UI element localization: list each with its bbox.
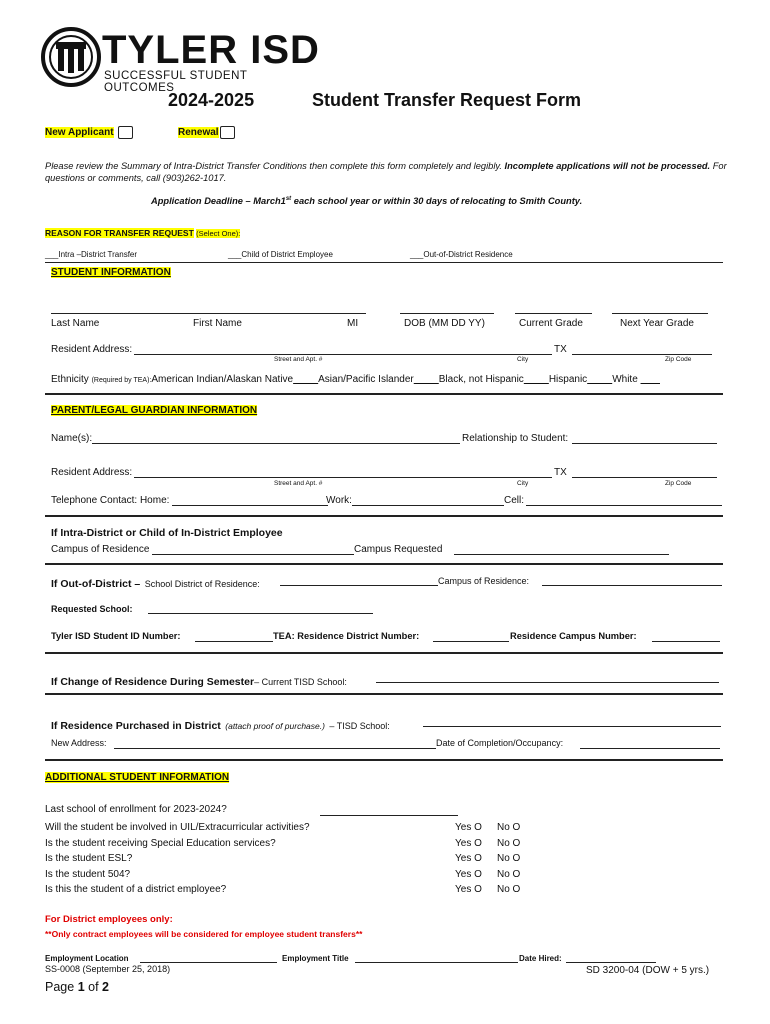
yes-radio-uil[interactable]: Yes O [455,822,482,833]
page-total: 2 [102,980,109,994]
student-name-line[interactable] [51,313,366,314]
logo [40,26,320,94]
parent-zip-line[interactable] [572,477,717,478]
eth-blank-5[interactable] [641,374,660,385]
page-of: of [88,980,99,994]
renewal-option[interactable] [178,126,235,139]
purchased-tisd-line[interactable] [423,726,721,727]
page-word: Page [45,980,75,994]
purchased-proof: (attach proof of purchase.) [225,721,325,731]
page-indicator [45,980,109,994]
reason-heading [45,228,240,238]
new-applicant-option[interactable] [45,126,133,139]
parent-names-line[interactable] [92,443,460,444]
dob-line[interactable] [400,313,494,314]
deadline-pre: Application Deadline – March1 [151,196,286,207]
out-campus-residence-label: Campus of Residence: [438,576,530,586]
new-address-line[interactable] [114,748,436,749]
student-zip-line[interactable] [572,354,712,355]
yes-radio-esl[interactable]: Yes O [455,853,482,864]
no-radio-uil[interactable]: No O [497,822,521,833]
ethnicity-required: (Required by TEA): [91,377,152,384]
ethnicity-american-indian[interactable]: American Indian/Alaskan Native [151,374,294,385]
reason-out-option[interactable]: ___Out-of-District Residence [410,250,513,259]
ethnicity-white[interactable]: White [612,374,638,385]
reason-heading-text: REASON FOR TRANSFER REQUEST [45,228,194,238]
telephone-work-label: Work: [326,495,352,506]
eth-blank-3[interactable] [524,374,549,385]
date-hired-line[interactable] [566,962,656,963]
form-year: 2024-2025 [168,90,255,110]
change-heading: If Change of Residence During Semester [51,676,255,688]
reason-employee-option[interactable]: ___Child of District Employee [228,250,333,259]
reason-divider [45,262,723,263]
yes-radio-504[interactable]: Yes O [455,868,482,880]
current-grade-line[interactable] [515,313,592,314]
tyler-isd-logo-icon [40,26,102,88]
yes-radio-special-ed[interactable]: Yes O [455,837,482,849]
yes-radio-employee[interactable]: Yes O [455,884,482,895]
change-current-line[interactable] [376,682,719,683]
last-name-label: Last Name [51,318,100,329]
parent-heading: PARENT/LEGAL GUARDIAN INFORMATION [51,405,258,416]
no-radio-special-ed[interactable]: No O [497,837,521,849]
no-radio-504[interactable]: No O [497,868,521,880]
intra-campus-requested-label: Campus Requested [354,544,443,555]
intra-campus-requested-line[interactable] [454,554,669,555]
parent-names-label: Name(s): [51,433,93,444]
question-esl: Is the student ESL? [45,853,133,864]
intro-text-bold: Incomplete applications will not be processed. [504,161,711,171]
ethnicity-hispanic[interactable]: Hispanic [548,374,588,385]
new-applicant-checkbox[interactable] [118,126,133,139]
out-school-district-label: School District of Residence: [144,579,260,589]
out-divider [45,652,723,654]
purchased-tisd-label: – TISD School: [329,721,390,731]
eth-blank-2[interactable] [414,374,439,385]
intro-text-1: Please review the Summary of Intra-District Transfer Conditions then complete this form completely and legibly. [45,161,502,171]
deadline-sup: st [285,196,292,202]
student-id-label: Tyler ISD Student ID Number: [51,631,181,641]
change-row [51,672,347,690]
reason-select-one: (Select One): [196,229,241,238]
student-tx-label: TX [554,344,567,355]
employees-note: **Only contract employees will be considered for employee student transfers** [45,929,363,939]
eth-blank-4[interactable] [587,374,612,385]
student-heading: STUDENT INFORMATION [51,267,171,278]
intro-text-2: For questions or comments, call (903)262-1017. [45,161,727,183]
date-completion-label: Date of Completion/Occupancy: [436,738,564,748]
student-address-line[interactable] [134,354,552,355]
ethnicity-asian[interactable]: Asian/Pacific Islander [318,374,414,385]
question-list [45,820,310,898]
change-divider [45,693,723,695]
ethnicity-black[interactable]: Black, not Hispanic [438,374,524,385]
date-completion-line[interactable] [580,748,720,749]
new-address-label: New Address: [51,738,107,748]
student-id-line[interactable] [195,641,273,642]
relationship-line[interactable] [572,443,717,444]
student-street-caption: Street and Apt. # [274,356,323,363]
logo-tagline: SUCCESSFUL STUDENT OUTCOMES [104,70,248,94]
date-hired-label: Date Hired: [519,954,562,963]
first-name-label: First Name [193,318,242,329]
relationship-label: Relationship to Student: [462,433,569,444]
student-address-label: Resident Address: [51,344,133,355]
intro-text [45,160,730,184]
purchased-row [51,716,390,734]
next-grade-label: Next Year Grade [620,318,694,329]
parent-city-caption: City [517,480,529,487]
tea-district-label: TEA: Residence District Number: [273,631,420,641]
requested-school-label: Requested School: [51,604,133,614]
requested-school-line[interactable] [148,613,373,614]
no-radio-employee[interactable]: No O [497,884,521,895]
purchased-heading: If Residence Purchased in District [51,720,221,732]
dob-label: DOB (MM DD YY) [404,318,485,329]
logo-text: TYLER ISD [102,28,320,72]
student-divider [45,393,723,395]
telephone-cell-line[interactable] [526,505,722,506]
ethnicity-row [51,374,660,385]
student-city-caption: City [517,356,529,363]
no-radio-esl[interactable]: No O [497,853,521,864]
student-zip-caption: Zip Code [665,356,692,363]
renewal-checkbox[interactable] [220,126,235,139]
form-id: SS-0008 (September 25, 2018) [45,964,171,974]
parent-address-line[interactable] [134,477,552,478]
telephone-home-line[interactable] [172,505,328,506]
employment-title-line[interactable] [355,962,518,963]
yes-options [455,820,482,898]
question-504: Is the student 504? [45,868,131,880]
page-number: 1 [77,980,85,994]
telephone-work-line[interactable] [352,505,504,506]
tea-district-line[interactable] [433,641,509,642]
intra-campus-residence-label: Campus of Residence [51,544,150,555]
purchased-divider [45,759,723,761]
deadline-post: each school year or within 30 days of relocating to Smith County. [293,196,583,207]
ethnicity-label: Ethnicity [51,374,89,385]
eth-blank-1[interactable] [293,374,318,385]
telephone-home-label: Telephone Contact: Home: [51,495,170,506]
question-employee: Is this the student of a district employee? [45,884,227,895]
intra-heading: If Intra-District or Child of In-District Employee [51,527,283,539]
out-school-district-line[interactable] [280,585,438,586]
no-options [497,820,520,898]
out-campus-residence-line[interactable] [542,585,722,586]
renewal-label: Renewal [178,127,219,139]
mi-label: MI [347,318,359,329]
next-grade-line[interactable] [612,313,708,314]
question-special-ed: Is the student receiving Special Education services? [45,837,276,849]
employees-heading: For District employees only: [45,914,173,925]
residence-campus-label: Residence Campus Number: [510,631,637,641]
out-heading: If Out-of-District – [51,578,141,590]
question-uil: Will the student be involved in UIL/Extracurricular activities? [45,822,310,833]
additional-heading: ADDITIONAL STUDENT INFORMATION [45,772,230,783]
parent-divider [45,515,723,517]
intra-campus-residence-line[interactable] [152,554,354,555]
parent-zip-caption: Zip Code [665,480,692,487]
employment-title-label: Employment Title [282,954,349,963]
employment-location-label: Employment Location [45,954,129,963]
reason-intra-option[interactable]: ___Intra –District Transfer [45,250,138,259]
parent-tx-label: TX [554,467,567,478]
change-current-label: – Current TISD School: [254,677,347,687]
telephone-cell-label: Cell: [504,495,525,506]
parent-street-caption: Street and Apt. # [274,480,323,487]
parent-address-label: Resident Address: [51,467,133,478]
retention: SD 3200-04 (DOW + 5 yrs.) [586,965,710,976]
form-title: Student Transfer Request Form [312,90,582,110]
last-school-line[interactable] [320,815,458,816]
employment-location-line[interactable] [140,962,277,963]
out-heading-row [51,574,260,592]
current-grade-label: Current Grade [519,318,583,329]
deadline [151,196,582,206]
new-applicant-label: New Applicant [45,127,114,139]
residence-campus-line[interactable] [652,641,720,642]
last-school-label: Last school of enrollment for 2023-2024? [45,804,227,815]
intra-divider [45,563,723,565]
